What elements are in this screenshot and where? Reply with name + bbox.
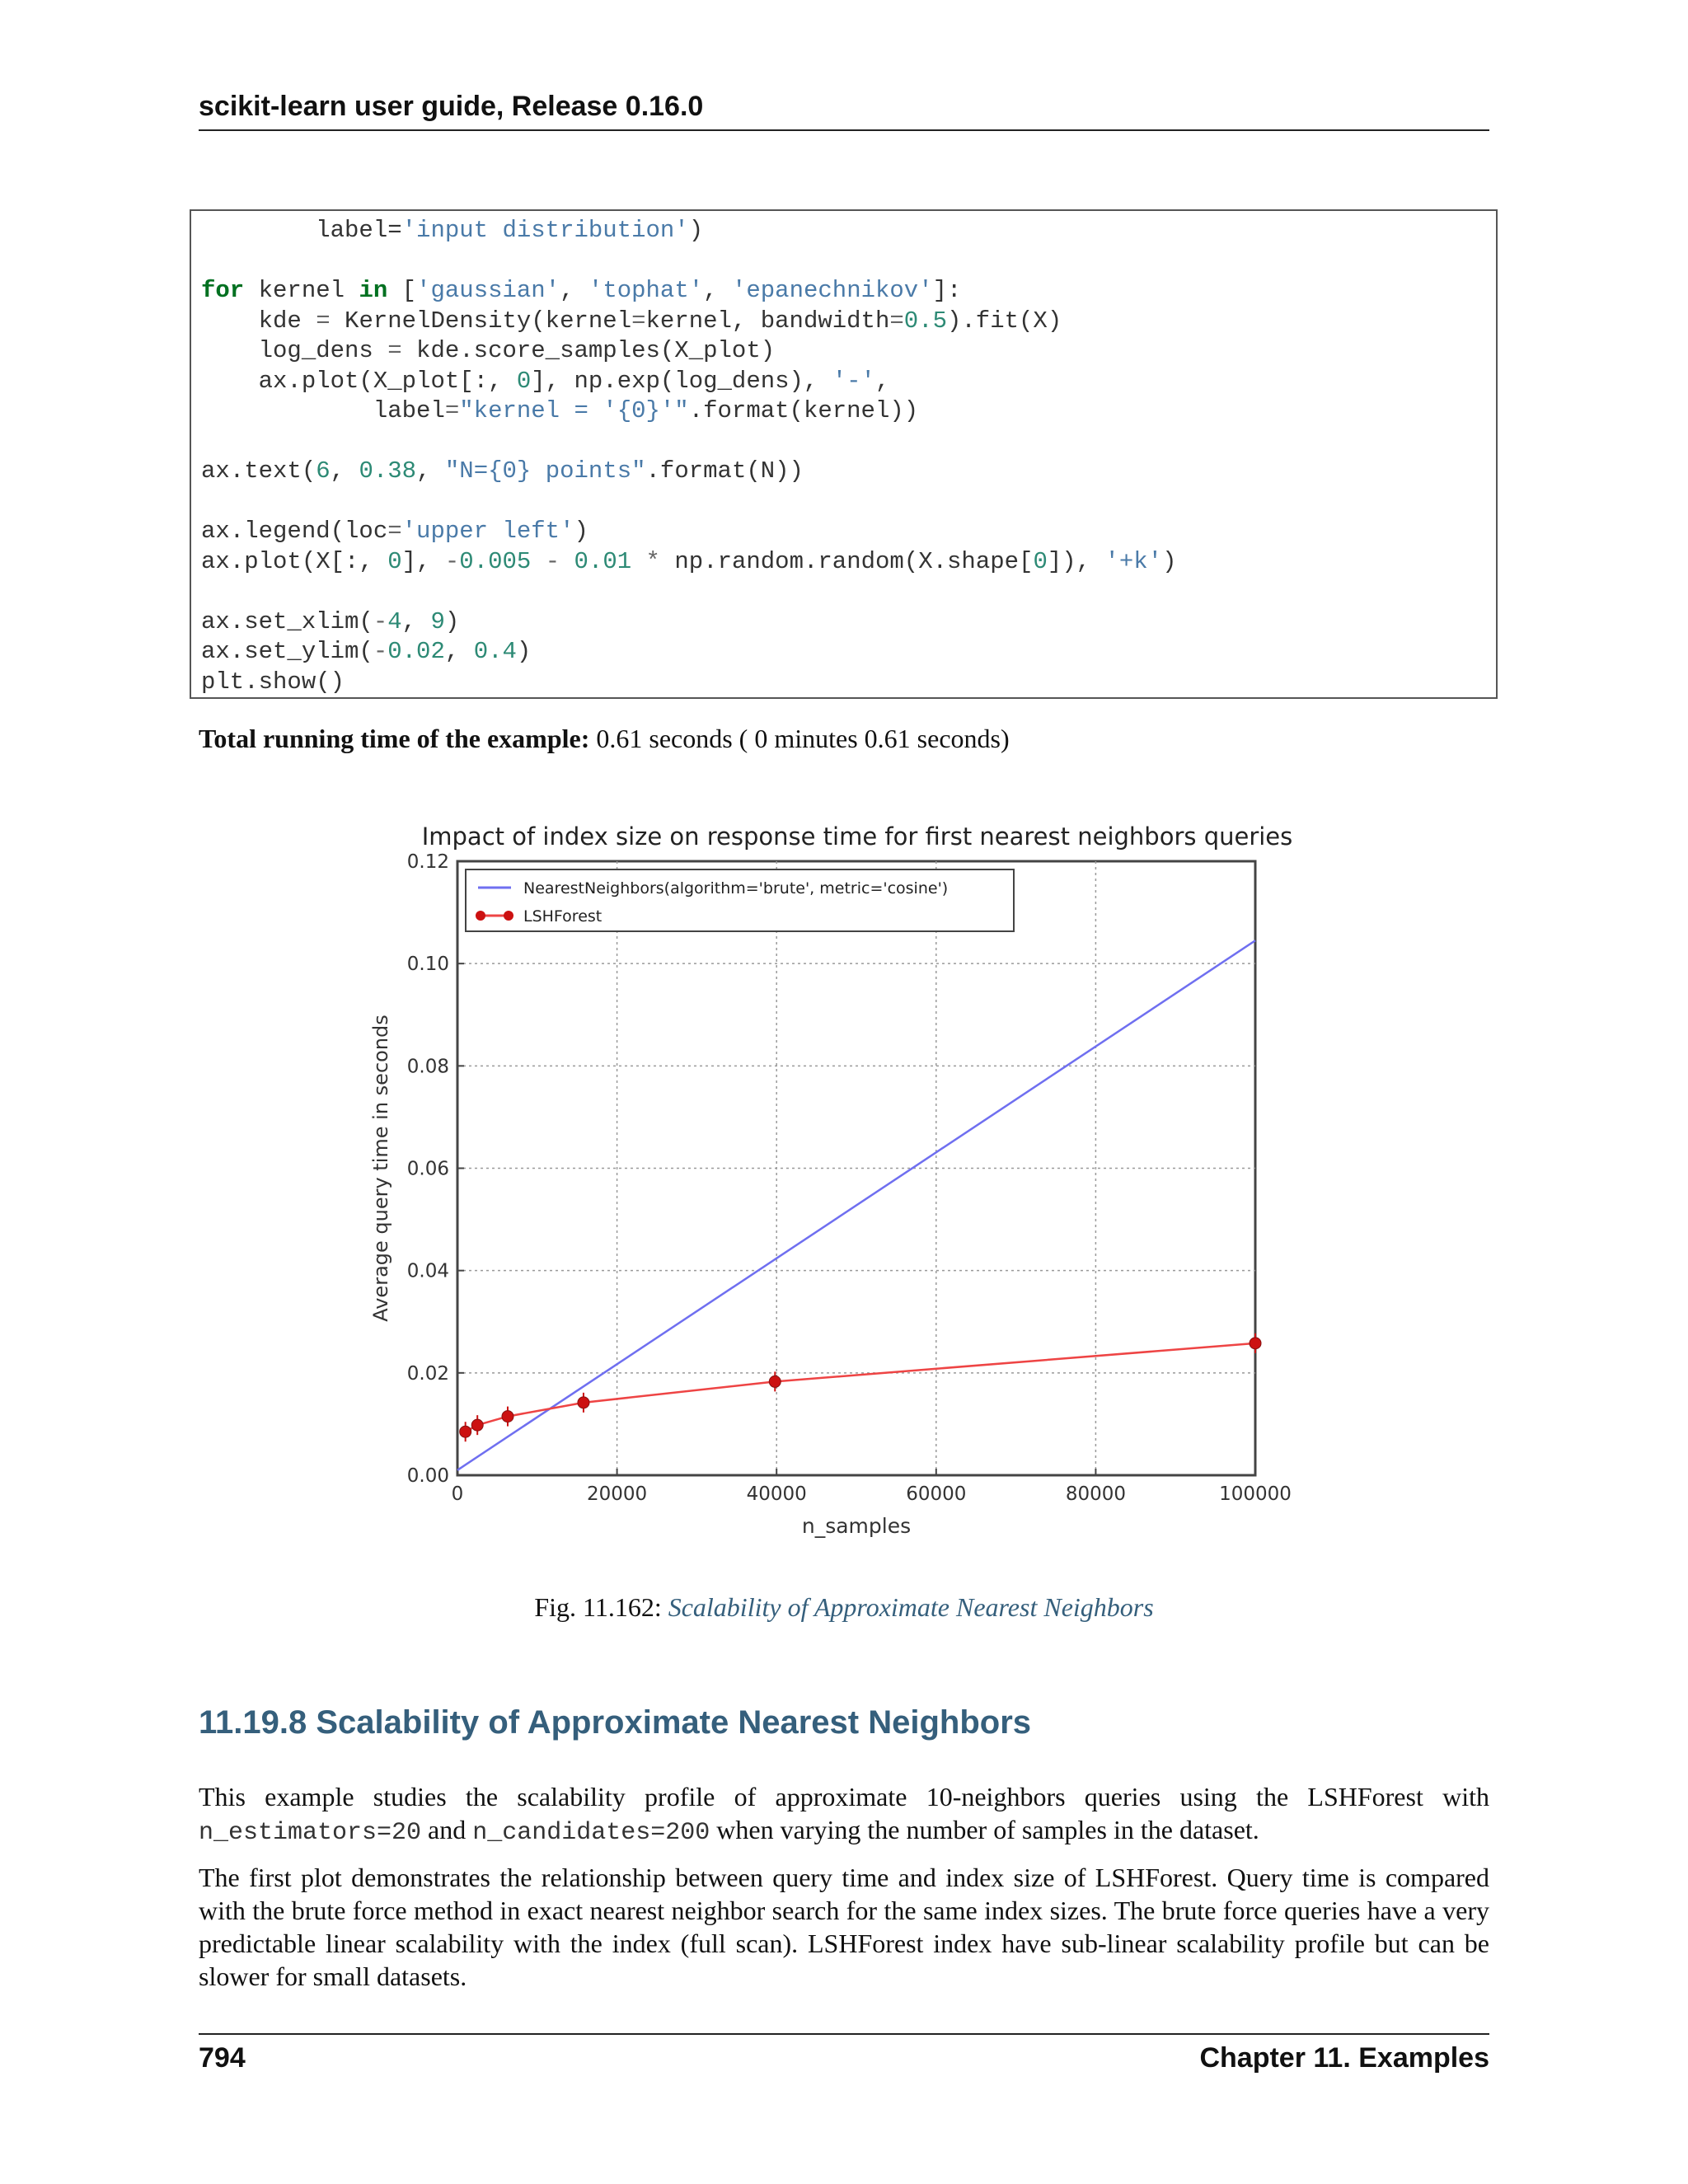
code-token: = bbox=[444, 397, 460, 424]
code-token: label bbox=[201, 397, 445, 424]
code-line bbox=[201, 457, 804, 486]
scalability-chart bbox=[363, 816, 1335, 1558]
code-line bbox=[201, 336, 775, 366]
code-token: - bbox=[373, 638, 388, 665]
code-token: ]: bbox=[932, 277, 962, 304]
y-tick-label: 0.00 bbox=[406, 1465, 449, 1487]
x-tick-label: 40000 bbox=[746, 1483, 807, 1505]
code-token: ) bbox=[688, 217, 704, 244]
y-tick-label: 0.12 bbox=[406, 851, 449, 873]
legend-marker bbox=[476, 911, 485, 921]
code-line bbox=[201, 607, 459, 637]
code-token: - bbox=[373, 607, 388, 635]
code-token: - bbox=[531, 547, 574, 575]
code-token: = bbox=[316, 307, 331, 335]
code-token: 9 bbox=[430, 607, 445, 635]
code-token: ]), bbox=[1047, 547, 1105, 575]
y-tick-label: 0.08 bbox=[406, 1056, 449, 1078]
code-token: , bbox=[416, 457, 445, 485]
code-token: = bbox=[631, 307, 646, 335]
chart-title: Impact of index size on response time for first nearest neighbors queries bbox=[421, 823, 1293, 851]
section-heading: 11.19.8 Scalability of Approximate Nearest Neighbors bbox=[199, 1704, 1031, 1741]
x-axis-label: n_samples bbox=[801, 1514, 912, 1538]
figure-caption-link[interactable]: Scalability of Approximate Nearest Neighbors bbox=[668, 1592, 1154, 1622]
runtime-note bbox=[199, 724, 1010, 754]
paragraph-intro-text-b: and bbox=[421, 1815, 473, 1844]
y-tick-label: 0.04 bbox=[406, 1260, 449, 1282]
footer-divider bbox=[199, 2033, 1489, 2035]
code-token: .format(N)) bbox=[645, 457, 804, 485]
y-tick-label: 0.10 bbox=[406, 954, 449, 976]
code-token: , bbox=[560, 277, 588, 304]
code-n-candidates: n_candidates=200 bbox=[472, 1819, 710, 1847]
data-point bbox=[578, 1397, 589, 1408]
code-token: 0.4 bbox=[473, 638, 517, 665]
data-point bbox=[1250, 1338, 1261, 1349]
y-tick-label: 0.02 bbox=[406, 1362, 449, 1385]
code-token: for bbox=[201, 277, 245, 304]
figure-caption bbox=[0, 1592, 1688, 1623]
code-token: 6 bbox=[316, 457, 331, 485]
code-token: kde.score_samples(X_plot) bbox=[401, 337, 776, 364]
code-token: 0 bbox=[516, 367, 532, 395]
header-divider bbox=[199, 129, 1489, 131]
figure-number: Fig. 11.162: bbox=[534, 1592, 668, 1622]
code-token: ax.set_ylim( bbox=[201, 638, 373, 665]
code-line bbox=[201, 216, 703, 246]
code-token: 'epanechnikov' bbox=[731, 277, 933, 304]
code-token: in bbox=[359, 277, 388, 304]
code-token: plt.show() bbox=[201, 668, 345, 696]
code-token: , bbox=[330, 457, 359, 485]
code-token: , bbox=[703, 277, 732, 304]
code-line bbox=[201, 668, 345, 697]
code-line bbox=[201, 517, 588, 546]
code-token: ) bbox=[574, 518, 588, 545]
page-header-title: scikit-learn user guide, Release 0.16.0 bbox=[199, 91, 704, 122]
code-token: , bbox=[874, 367, 890, 395]
chapter-label: Chapter 11. Examples bbox=[1199, 2042, 1489, 2074]
code-token: 'upper left' bbox=[401, 518, 574, 545]
code-token: 'tophat' bbox=[588, 277, 704, 304]
paragraph-intro-text-a: This example studies the scalability profile of approximate 10-neighbors queries using the LSHForest with bbox=[199, 1782, 1489, 1811]
x-tick-label: 100000 bbox=[1219, 1483, 1292, 1505]
code-token: 4 bbox=[387, 607, 402, 635]
code-token: "N={0} points" bbox=[444, 457, 646, 485]
code-token: label= bbox=[201, 217, 402, 244]
code-token: kde bbox=[201, 307, 316, 335]
runtime-value: 0.61 seconds ( 0 minutes 0.61 seconds) bbox=[589, 724, 1010, 753]
code-token: '+k' bbox=[1104, 547, 1163, 575]
y-tick-label: 0.06 bbox=[406, 1158, 449, 1180]
paragraph-description: The first plot demonstrates the relationship between query time and index size of LSHForest. Query time is compared with the brute force method in exact nearest neighbor search for the same index sizes. The brute force queries have a very predictable linear scalability with the index (full scan). LSHForest index have sub-linear scalability profile but can be slower for small datasets. bbox=[199, 1863, 1489, 1991]
paragraph-intro bbox=[199, 1780, 1489, 1849]
data-point bbox=[460, 1426, 471, 1437]
code-token: "kernel = '{0}'" bbox=[459, 397, 689, 424]
y-axis-label: Average query time in seconds bbox=[369, 1015, 392, 1322]
code-token: KernelDensity(kernel bbox=[330, 307, 632, 335]
code-token: ).fit(X) bbox=[947, 307, 1062, 335]
page-number: 794 bbox=[199, 2042, 246, 2074]
code-token: ) bbox=[444, 607, 460, 635]
code-token: 'gaussian' bbox=[416, 277, 560, 304]
code-token: 0 bbox=[387, 547, 402, 575]
code-token: ], bbox=[401, 547, 445, 575]
code-token: ax.set_xlim( bbox=[201, 607, 373, 635]
x-tick-label: 60000 bbox=[906, 1483, 967, 1505]
code-token: ax.text( bbox=[201, 457, 316, 485]
code-token: kernel bbox=[244, 277, 359, 304]
data-point bbox=[471, 1419, 483, 1431]
code-token: kernel, bandwidth bbox=[645, 307, 890, 335]
code-token: '-' bbox=[832, 367, 875, 395]
code-token: [ bbox=[387, 277, 417, 304]
code-token: * bbox=[631, 547, 675, 575]
code-line bbox=[201, 547, 1177, 577]
code-token: 0.01 bbox=[574, 547, 632, 575]
runtime-label: Total running time of the example: bbox=[199, 724, 590, 753]
legend-label: NearestNeighbors(algorithm='brute', metric='cosine') bbox=[523, 879, 949, 898]
legend-marker bbox=[504, 911, 513, 921]
code-token: , bbox=[444, 638, 474, 665]
code-token: = bbox=[387, 518, 402, 545]
x-tick-label: 0 bbox=[451, 1483, 464, 1505]
code-n-estimators: n_estimators=20 bbox=[199, 1819, 422, 1847]
code-token: , bbox=[401, 607, 431, 635]
code-line bbox=[201, 367, 889, 396]
data-point bbox=[769, 1376, 781, 1387]
code-line bbox=[201, 307, 1062, 336]
code-token: log_dens bbox=[201, 337, 388, 364]
code-token: ], np.exp(log_dens), bbox=[531, 367, 832, 395]
code-token: 0.5 bbox=[903, 307, 947, 335]
legend-label: LSHForest bbox=[523, 907, 603, 926]
code-token: = bbox=[889, 307, 904, 335]
code-token: - bbox=[444, 547, 460, 575]
paragraph-intro-text-c: when varying the number of samples in the dataset. bbox=[710, 1815, 1259, 1844]
code-token: ax.plot(X[:, bbox=[201, 547, 388, 575]
code-line bbox=[201, 276, 961, 306]
code-token: 'input distribution' bbox=[401, 217, 689, 244]
code-token: ax.legend(loc bbox=[201, 518, 388, 545]
code-token: .format(kernel)) bbox=[688, 397, 919, 424]
code-line bbox=[201, 396, 918, 426]
code-line bbox=[201, 637, 531, 667]
x-tick-label: 20000 bbox=[587, 1483, 648, 1505]
code-token: = bbox=[387, 337, 402, 364]
code-token: 0.02 bbox=[387, 638, 445, 665]
code-token: np.random.random(X.shape[ bbox=[674, 547, 1034, 575]
code-token: ) bbox=[516, 638, 532, 665]
code-token: ) bbox=[1162, 547, 1177, 575]
code-token: 0.005 bbox=[459, 547, 532, 575]
code-token: ax.plot(X_plot[:, bbox=[201, 367, 517, 395]
code-block bbox=[190, 209, 1498, 699]
x-tick-label: 80000 bbox=[1065, 1483, 1126, 1505]
code-token: 0.38 bbox=[359, 457, 417, 485]
data-point bbox=[502, 1411, 513, 1422]
code-token: 0 bbox=[1033, 547, 1048, 575]
